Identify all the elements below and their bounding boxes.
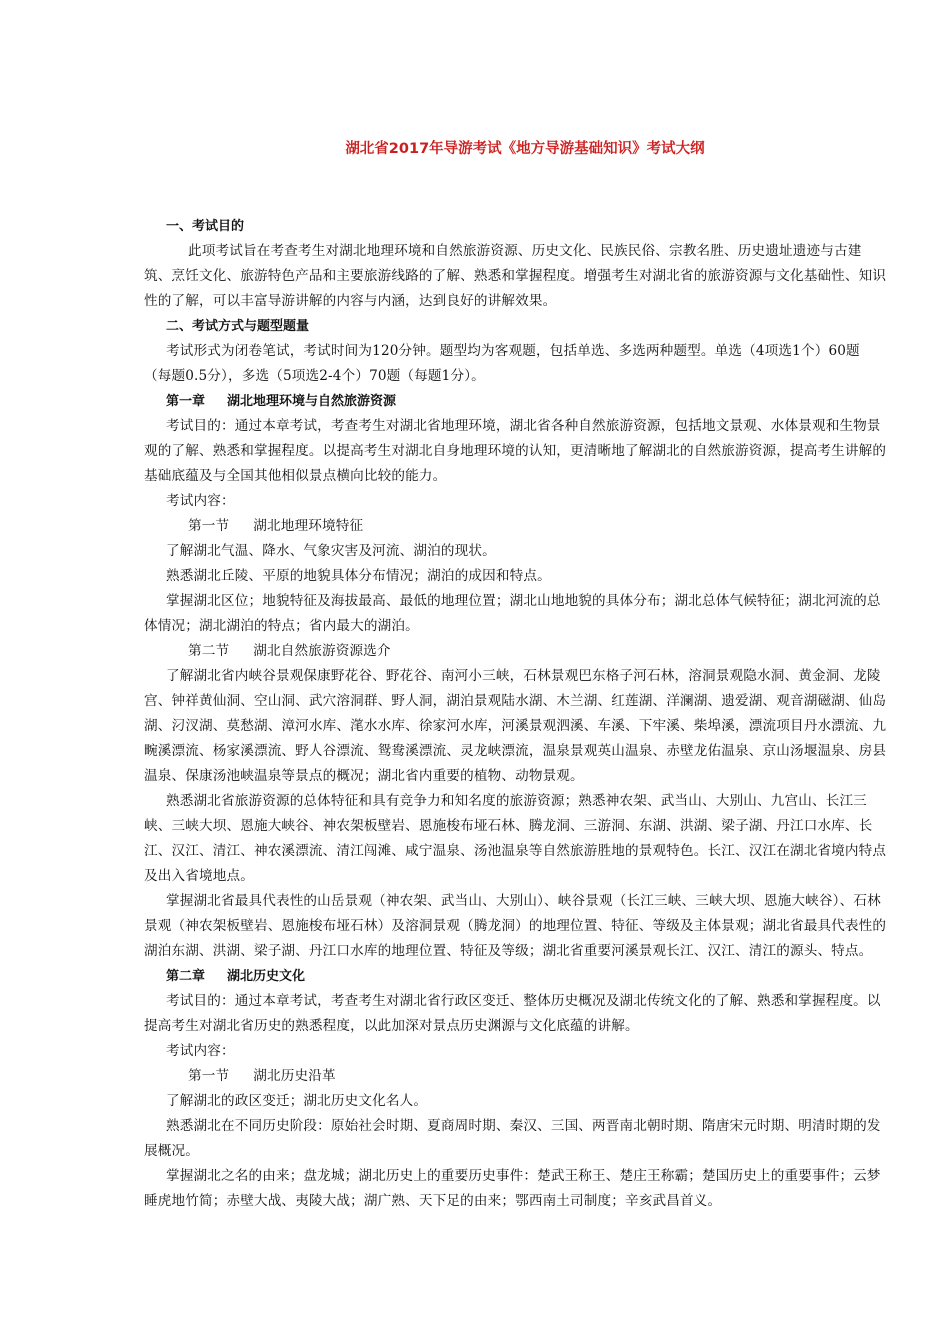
document-title: 湖北省2017年导游考试《地方导游基础知识》考试大纲	[345, 141, 705, 157]
paragraph: 考试目的：通过本章考试，考查考生对湖北省地理环境，湖北省各种自然旅游资源，包括地文景观、水体景观和生物景观的了解、熟悉和掌握程度。以提高考生对湖北自身地理环境的认知，更清晰地了解湖北的自然旅游资源，提高考生讲解的基础底蕴及与全国其他相似景点横向比较的能力。	[144, 418, 887, 484]
subsection-label: 第一节	[188, 518, 230, 534]
subsection-label: 第二节	[188, 643, 230, 659]
subsection-heading	[166, 1064, 887, 1089]
paragraph: 考试内容：	[166, 1043, 235, 1059]
paragraph: 熟悉湖北省旅游资源的总体特征和具有竞争力和知名度的旅游资源；熟悉神农架、武当山、大别山、九宫山、长江三峡、三峡大坝、恩施大峡谷、神农架板壁岩、恩施梭布垭石林、腾龙洞、三游洞、东湖、洪湖、梁子湖、丹江口水库、长江、汉江、清江、神农溪漂流、清江闯滩、咸宁温泉、汤池温泉等自然旅游胜地的景观特色。长江、汉江在湖北省境内特点及出入省境地点。	[144, 793, 887, 884]
subsection-title: 湖北自然旅游资源选介	[253, 643, 391, 659]
subsection-label: 第一节	[188, 1068, 230, 1084]
paragraph: 掌握湖北之名的由来；盘龙城；湖北历史上的重要历史事件：楚武王称王、楚庄王称霸；楚国历史上的重要事件；云梦睡虎地竹简；赤壁大战、夷陵大战；湖广熟、天下足的由来；鄂西南土司制度；辛亥武昌首义。	[144, 1168, 881, 1209]
paragraph: 了解湖北省内峡谷景观保康野花谷、野花谷、南河小三峡，石林景观巴东格子河石林，溶洞景观隐水洞、黄金洞、龙陵宫、钟祥黄仙洞、空山洞、武穴溶洞群、野人洞，湖泊景观陆水湖、木兰湖、红莲湖、洋澜湖、遗爱湖、观音湖磁湖、仙岛湖、汈汊湖、莫愁湖、漳河水库、滗水水库、徐家河水库，河溪景观泗溪、车溪、下牢溪、柴埠溪，漂流项目丹水漂流、九畹溪漂流、杨家溪漂流、野人谷漂流、鸳鸯溪漂流、灵龙峡漂流，温泉景观英山温泉、赤壁龙佑温泉、京山汤堰温泉、房县温泉、保康汤池峡温泉等景点的概况；湖北省内重要的植物、动物景观。	[144, 668, 887, 784]
subsection-heading	[166, 514, 887, 539]
paragraph: 掌握湖北区位；地貌特征及海拔最高、最低的地理位置；湖北山地地貌的具体分布；湖北总体气候特征；湖北河流的总体情况；湖北湖泊的特点；省内最大的湖泊。	[144, 593, 881, 634]
paragraph: 掌握湖北省最具代表性的山岳景观（神农架、武当山、大别山）、峡谷景观（长江三峡、三峡大坝、恩施大峡谷）、石林景观（神农架板壁岩、恩施梭布垭石林）及溶洞景观（腾龙洞）的地理位置、特征、等级及主体景观；湖北省最具代表性的湖泊东湖、洪湖、梁子湖、丹江口水库的地理位置、特征及等级；湖北省重要河溪景观长江、汉江、清江的源头、特点。	[144, 893, 887, 959]
subsection-heading	[166, 639, 887, 664]
paragraph: 熟悉湖北丘陵、平原的地貌具体分布情况；湖泊的成因和特点。	[166, 568, 551, 584]
section-heading: 一、考试目的	[166, 219, 245, 234]
paragraph: 考试目的：通过本章考试，考查考生对湖北省行政区变迁、整体历史概况及湖北传统文化的了解、熟悉和掌握程度。以提高考生对湖北省历史的熟悉程度，以此加深对景点历史渊源与文化底蕴的讲解。	[144, 993, 881, 1034]
chapter-heading	[166, 389, 887, 414]
paragraph: 了解湖北气温、降水、气象灾害及河流、湖泊的现状。	[166, 543, 496, 559]
paragraph: 考试形式为闭卷笔试，考试时间为120分钟。题型均为客观题，包括单选、多选两种题型。单选（4项选1个）60题（每题0.5分），多选（5项选2-4个）70题（每题1分）。	[144, 343, 860, 384]
paragraph: 此项考试旨在考查考生对湖北地理环境和自然旅游资源、历史文化、民族民俗、宗教名胜、历史遗址遗迹与古建筑、烹饪文化、旅游特色产品和主要旅游线路的了解、熟悉和掌握程度。增强考生对湖北省的旅游资源与文化基础性、知识性的了解，可以丰富导游讲解的内容与内涵，达到良好的讲解效果。	[144, 243, 887, 309]
chapter-title: 湖北历史文化	[227, 969, 306, 984]
chapter-heading	[166, 964, 887, 989]
subsection-title: 湖北历史沿革	[253, 1068, 336, 1084]
chapter-label: 第一章	[166, 394, 206, 409]
paragraph: 了解湖北的政区变迁；湖北历史文化名人。	[166, 1093, 428, 1109]
section-heading: 二、考试方式与题型题量	[166, 319, 310, 334]
chapter-title: 湖北地理环境与自然旅游资源	[227, 394, 397, 409]
paragraph: 熟悉湖北在不同历史阶段：原始社会时期、夏商周时期、秦汉、三国、两晋南北朝时期、隋唐宋元时期、明清时期的发展概况。	[144, 1118, 881, 1159]
subsection-title: 湖北地理环境特征	[253, 518, 364, 534]
chapter-label: 第二章	[166, 969, 206, 984]
document-body	[144, 214, 887, 1214]
paragraph: 考试内容：	[166, 493, 235, 509]
